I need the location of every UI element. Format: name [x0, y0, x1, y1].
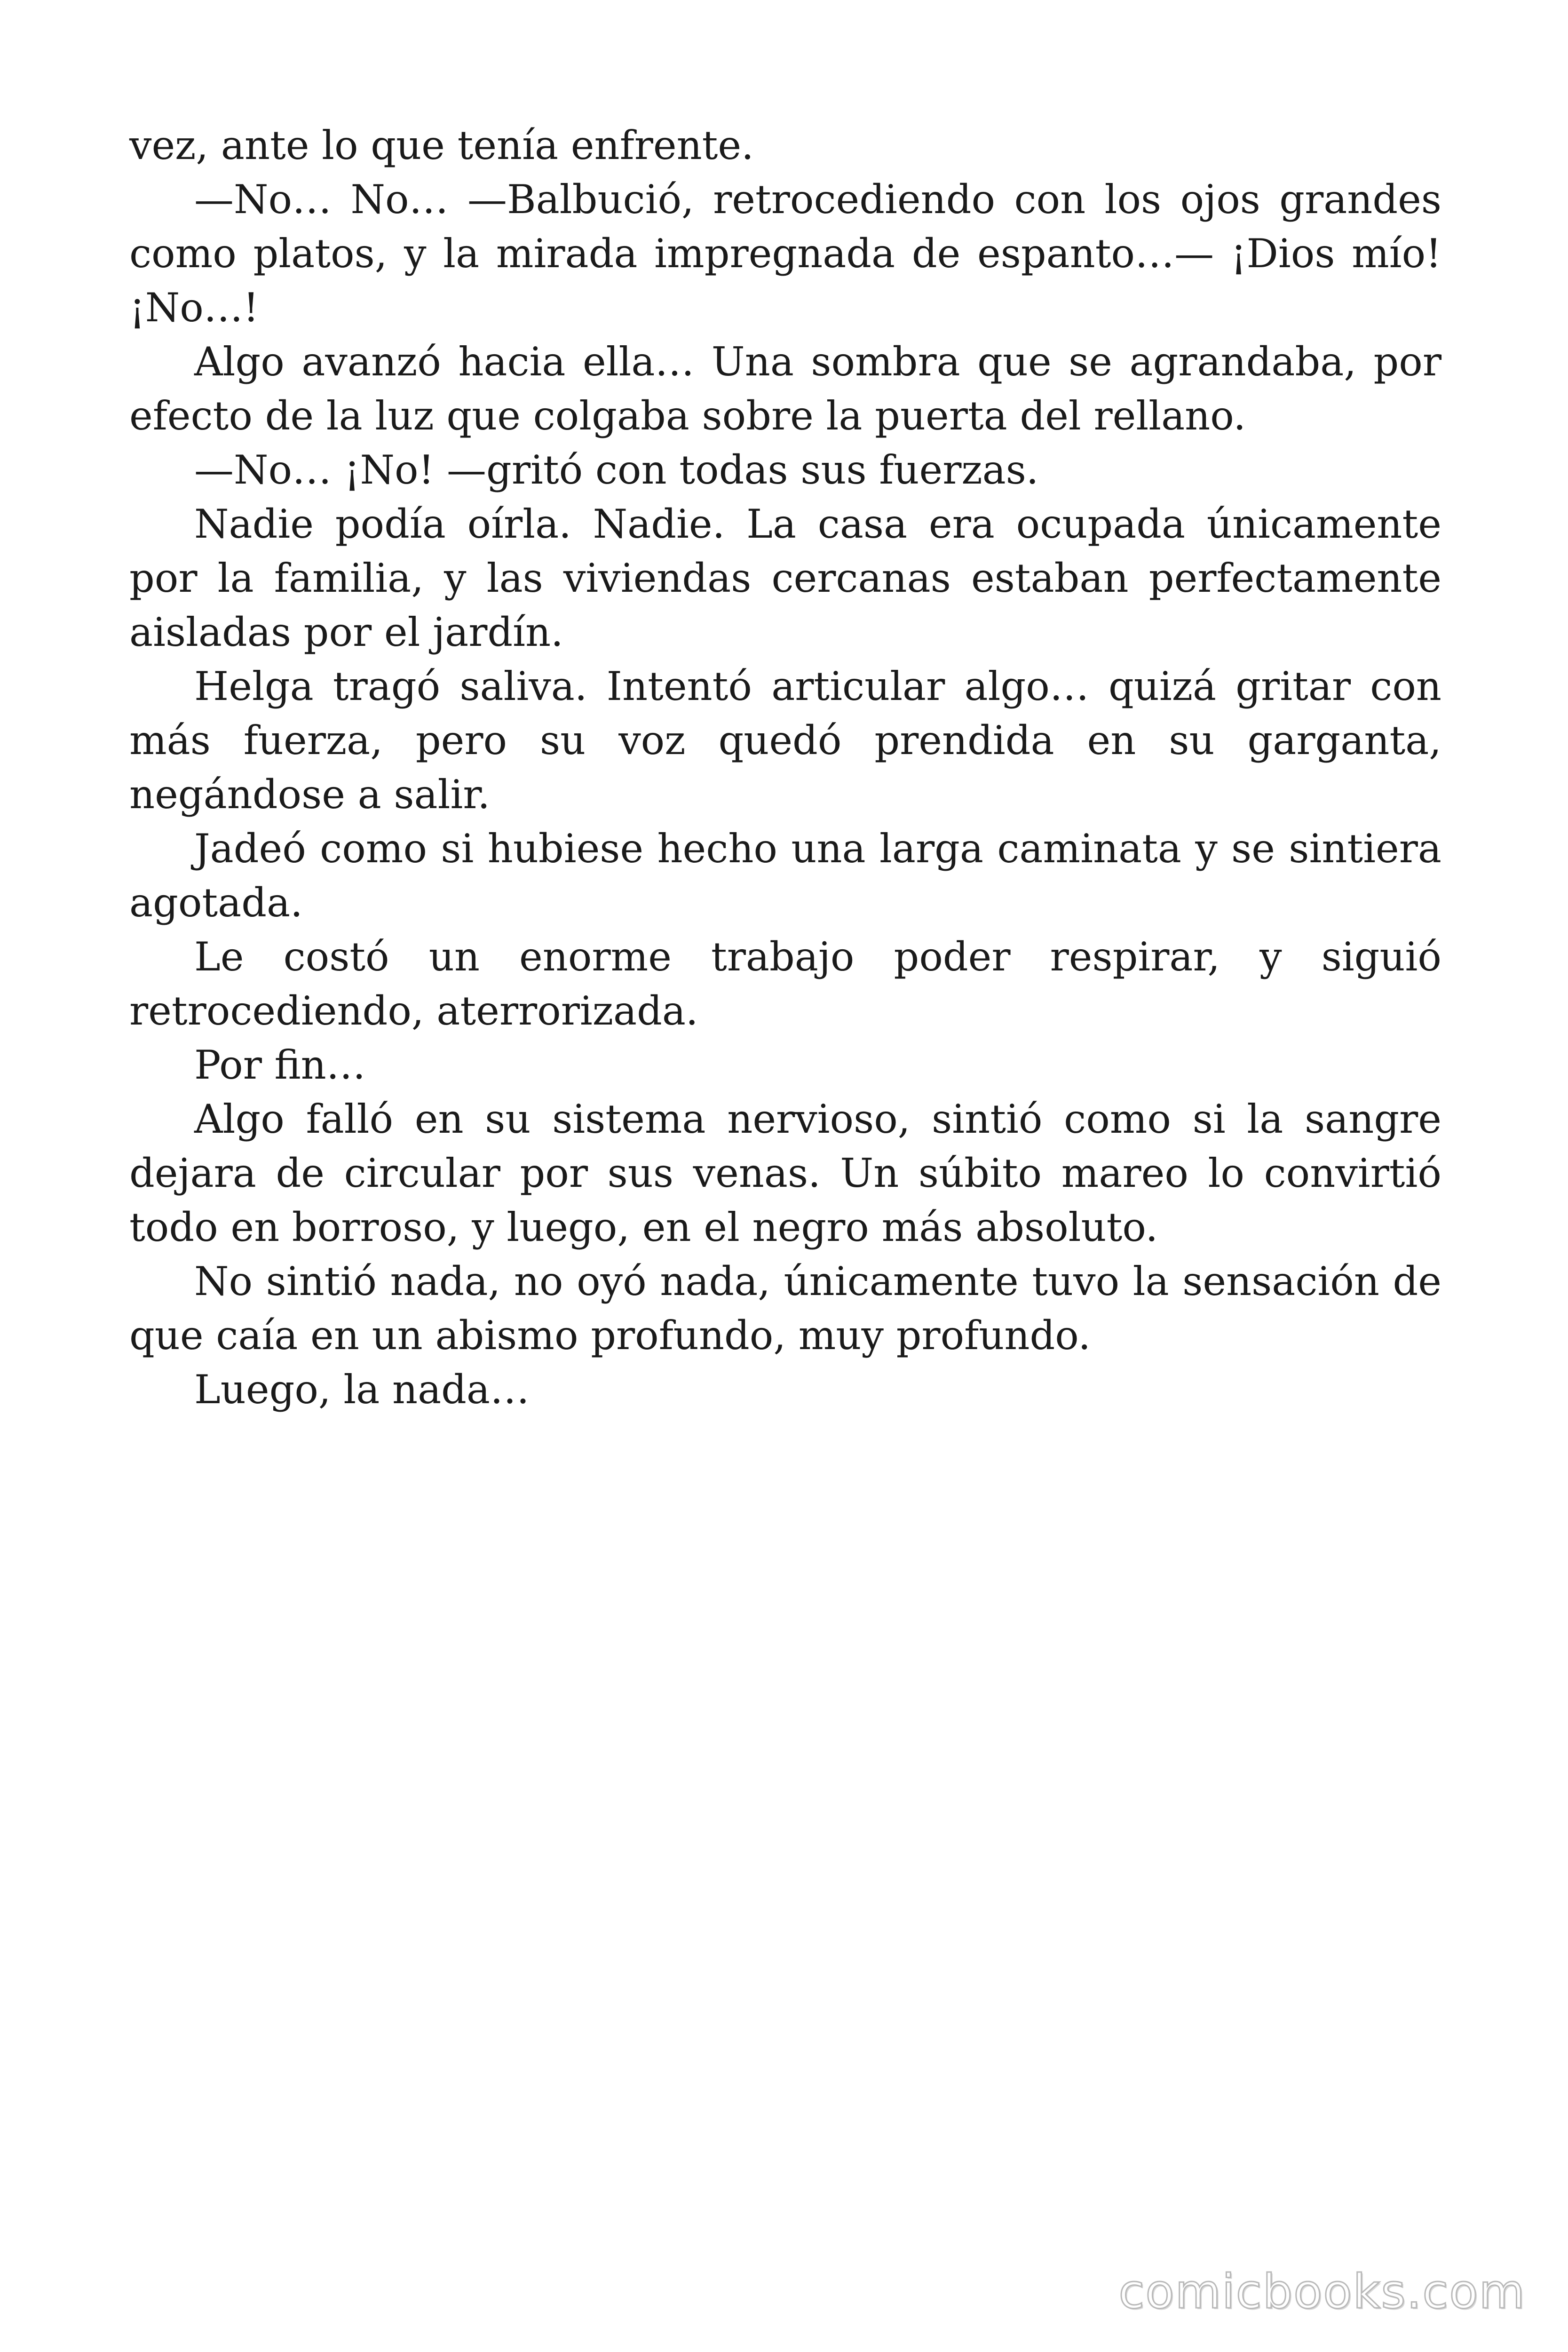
paragraph: Le costó un enorme trabajo poder respirar, y siguió retrocediendo, aterrorizada.	[129, 934, 1441, 1034]
paragraph: Nadie podía oírla. Nadie. La casa era ocupada únicamente por la familia, y las viviendas cercanas estaban perfectamente aisladas por el jardín.	[129, 501, 1441, 655]
paragraph: No sintió nada, no oyó nada, únicamente tuvo la sensación de que caía en un abismo profundo, muy profundo.	[129, 1258, 1441, 1359]
body-text	[129, 119, 1441, 1417]
paragraph: Helga tragó saliva. Intentó articular algo… quizá gritar con más fuerza, pero su voz quedó prendida en su garganta, negándose a salir.	[129, 663, 1441, 818]
paragraph: Por fin…	[194, 1042, 366, 1088]
paragraph: Algo avanzó hacia ella… Una sombra que se agrandaba, por efecto de la luz que colgaba sobre la puerta del rellano.	[129, 339, 1441, 439]
paragraph: Algo falló en su sistema nervioso, sintió como si la sangre dejara de circular por sus venas. Un súbito mareo lo convirtió todo en borroso, y luego, en el negro más absoluto.	[129, 1096, 1441, 1250]
paragraph: Jadeó como si hubiese hecho una larga caminata y se sintiera agotada.	[129, 826, 1441, 926]
paragraph-continuation: vez, ante lo que tenía enfrente.	[129, 122, 754, 168]
watermark: comicbooks.com	[1118, 2264, 1526, 2319]
paragraph: —No… ¡No! —gritó con todas sus fuerzas.	[194, 447, 1039, 493]
paragraph: Luego, la nada…	[194, 1367, 530, 1413]
paragraph: —No… No… —Balbució, retrocediendo con los ojos grandes como platos, y la mirada impregnada de espanto…— ¡Dios mío! ¡No…!	[129, 176, 1441, 331]
